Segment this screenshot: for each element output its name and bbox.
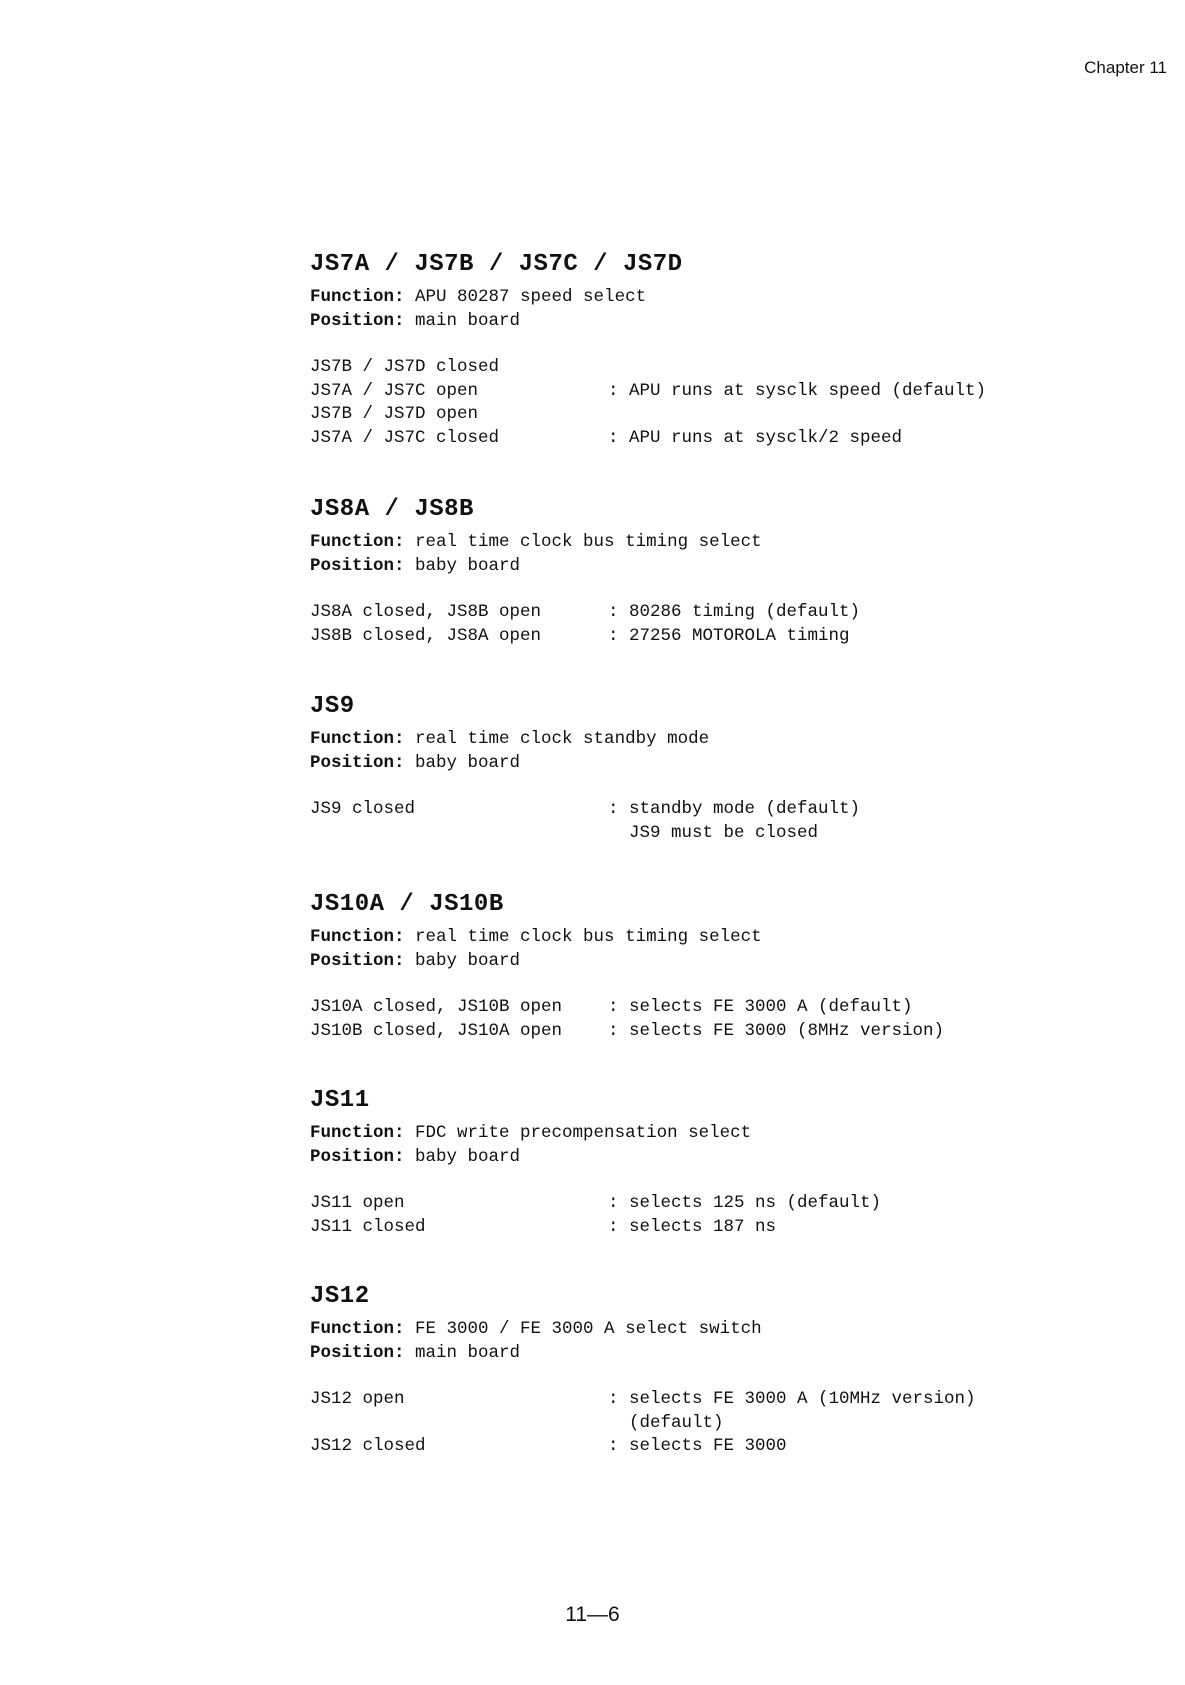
section-meta — [310, 1122, 1140, 1169]
setting-rows — [310, 601, 1140, 648]
function-label: Function: — [310, 532, 405, 552]
section-meta — [310, 926, 1140, 973]
setting-condition: JS7A / JS7C closed — [310, 427, 500, 448]
position-label: Position: — [310, 752, 405, 773]
function-value: FDC write precompensation select — [415, 1123, 752, 1143]
section-title: JS12 — [310, 1283, 370, 1310]
position-value: baby board — [415, 555, 521, 576]
setting-condition — [310, 822, 608, 846]
position-value: main board — [415, 310, 521, 331]
setting-row — [310, 1216, 1140, 1240]
function-value: real time clock bus timing select — [415, 927, 762, 947]
section-meta — [310, 1318, 1140, 1365]
jumper-section — [310, 1086, 1140, 1239]
setting-description: : 27256 MOTOROLA timing — [608, 625, 850, 646]
setting-row — [310, 625, 1140, 649]
setting-description: : APU runs at sysclk speed (default) — [608, 380, 987, 401]
jumper-section — [310, 692, 1140, 845]
setting-row — [310, 403, 1140, 427]
function-value: APU 80287 speed select — [415, 287, 647, 307]
function-value: real time clock bus timing select — [415, 532, 762, 552]
section-title: JS11 — [310, 1087, 370, 1114]
setting-description: (default) — [608, 1412, 724, 1433]
page-number: 11—6 — [565, 1603, 620, 1626]
chapter-header: Chapter 11 — [1084, 58, 1167, 77]
setting-description: : standby mode (default) — [608, 799, 861, 819]
setting-condition — [310, 1412, 608, 1436]
setting-condition: JS12 open — [310, 1389, 405, 1409]
function-label: Function: — [310, 1319, 405, 1339]
position-value: baby board — [415, 1146, 521, 1167]
setting-condition: JS10B closed, JS10A open — [310, 1020, 563, 1041]
setting-condition: JS8A closed, JS8B open — [310, 602, 542, 622]
jumper-section — [310, 250, 1140, 450]
setting-rows — [310, 798, 1140, 845]
setting-description: : selects FE 3000 A (10MHz version) — [608, 1389, 976, 1409]
setting-description — [608, 403, 1140, 427]
function-label: Function: — [310, 729, 405, 749]
setting-description: : selects FE 3000 — [608, 1436, 787, 1456]
function-value: FE 3000 / FE 3000 A select switch — [415, 1319, 762, 1339]
function-label: Function: — [310, 927, 405, 947]
setting-description: : selects FE 3000 (8MHz version) — [608, 1020, 945, 1041]
setting-description — [608, 356, 1140, 380]
function-label: Function: — [310, 1123, 405, 1143]
section-title: JS10A / JS10B — [310, 891, 504, 918]
setting-description: : selects 125 ns (default) — [608, 1193, 882, 1213]
setting-condition: JS7B / JS7D closed — [310, 357, 500, 377]
position-value: main board — [415, 1342, 521, 1363]
setting-rows — [310, 356, 1140, 450]
setting-row — [310, 996, 1140, 1020]
setting-row — [310, 798, 1140, 822]
setting-condition: JS8B closed, JS8A open — [310, 625, 542, 646]
setting-condition: JS9 closed — [310, 799, 416, 819]
setting-row — [310, 1020, 1140, 1044]
position-label: Position: — [310, 1146, 405, 1167]
setting-condition: JS11 open — [310, 1193, 405, 1213]
section-title: JS8A / JS8B — [310, 496, 474, 523]
position-value: baby board — [415, 950, 521, 971]
jumper-section — [310, 495, 1140, 648]
setting-description: : selects 187 ns — [608, 1216, 777, 1237]
jumper-section — [310, 890, 1140, 1043]
section-meta — [310, 728, 1140, 775]
section-meta — [310, 286, 1140, 333]
setting-condition: JS11 closed — [310, 1216, 426, 1237]
section-meta — [310, 531, 1140, 578]
setting-condition: JS7B / JS7D open — [310, 404, 479, 424]
setting-description: : APU runs at sysclk/2 speed — [608, 427, 903, 448]
setting-rows — [310, 1388, 1140, 1459]
setting-row — [310, 1412, 1140, 1436]
section-title: JS9 — [310, 693, 355, 720]
setting-row — [310, 1388, 1140, 1412]
function-value: real time clock standby mode — [415, 729, 710, 749]
setting-row — [310, 822, 1140, 846]
function-label: Function: — [310, 287, 405, 307]
section-title: JS7A / JS7B / JS7C / JS7D — [310, 251, 683, 278]
position-label: Position: — [310, 950, 405, 971]
setting-condition: JS10A closed, JS10B open — [310, 997, 563, 1017]
setting-row — [310, 380, 1140, 404]
setting-row — [310, 601, 1140, 625]
position-value: baby board — [415, 752, 521, 773]
setting-row — [310, 1192, 1140, 1216]
setting-condition: JS12 closed — [310, 1436, 426, 1456]
setting-row — [310, 1435, 1140, 1459]
setting-row — [310, 427, 1140, 451]
setting-description: JS9 must be closed — [608, 822, 819, 843]
setting-rows — [310, 1192, 1140, 1239]
setting-rows — [310, 996, 1140, 1043]
setting-row — [310, 356, 1140, 380]
setting-description: : 80286 timing (default) — [608, 602, 861, 622]
jumper-section — [310, 1282, 1140, 1459]
position-label: Position: — [310, 555, 405, 576]
position-label: Position: — [310, 1342, 405, 1363]
position-label: Position: — [310, 310, 405, 331]
setting-condition: JS7A / JS7C open — [310, 380, 479, 401]
setting-description: : selects FE 3000 A (default) — [608, 997, 913, 1017]
